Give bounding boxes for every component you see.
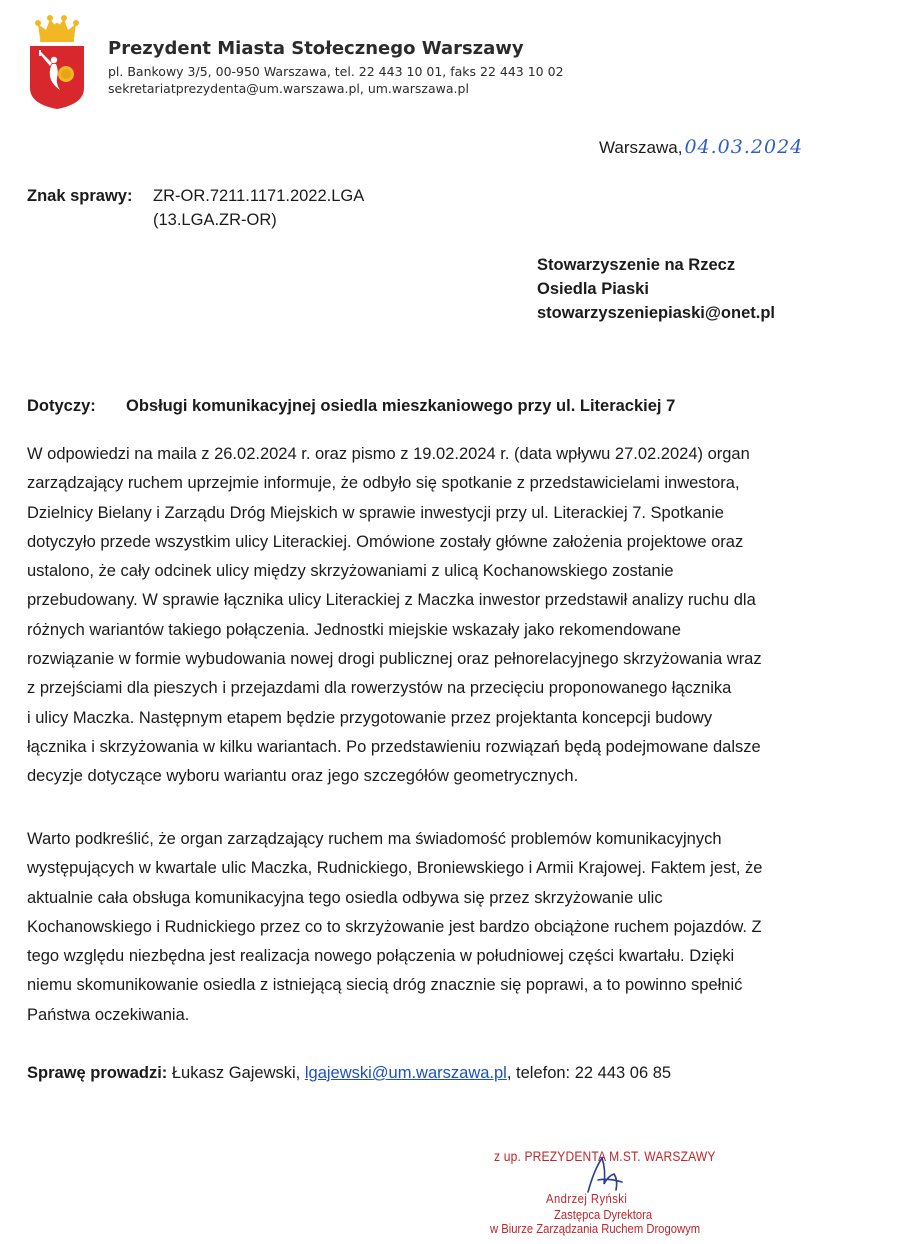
paragraph-line: występujących w kwartale ulic Maczka, Rudnickiego, Broniewskiego i Armii Krajowej. Faktem jest, że bbox=[27, 859, 763, 878]
recipient-email: stowarzyszeniepiaski@onet.pl bbox=[537, 304, 775, 322]
case-handler-phone: , telefon: 22 443 06 85 bbox=[506, 1064, 672, 1082]
paragraph-line: łącznika i skrzyżowania w kilku wariantach. Po przedstawieniu rozwiązań będą podejmowane dalsze bbox=[27, 737, 761, 756]
org-name: Prezydent Miasta Stołecznego Warszawy bbox=[108, 38, 524, 59]
body-paragraph-1 bbox=[27, 440, 857, 792]
stamp-department: w Biurze Zarządzania Ruchem Drogowym bbox=[490, 1222, 701, 1236]
reference-label: Znak sprawy: bbox=[27, 187, 133, 205]
paragraph-line: przebudowany. W sprawie łącznika ulicy Literackiej z Maczka inwestor przedstawił analizy ruchu dla bbox=[27, 591, 756, 610]
letter-date bbox=[599, 136, 803, 158]
body-paragraph-2 bbox=[27, 825, 857, 1030]
stamp-authorization: z up. PREZYDENTA M.ST. WARSZAWY bbox=[494, 1148, 716, 1164]
paragraph-line: Dzielnicy Bielany i Zarządu Dróg Miejskich w sprawie inwestycji przy ul. Literackiej 7. Spotkanie bbox=[27, 503, 724, 522]
paragraph-line: różnych wariantów takiego połączenia. Jednostki miejskie wskazały jako rekomendowane bbox=[27, 620, 681, 639]
paragraph-line: decyzje dotyczące wyboru wariantu oraz jego szczegółów geometrycznych. bbox=[27, 767, 579, 786]
paragraph-line: i ulicy Maczka. Następnym etapem będzie przygotowanie przez projektanta koncepcji budowy bbox=[27, 708, 713, 727]
paragraph-line: dotyczyło przede wszystkim ulicy Literackiej. Omówione zostały główne założenia projektowe oraz bbox=[27, 532, 744, 551]
paragraph-line: rozwiązanie w formie wybudowania nowej drogi publicznej oraz pełnorelacyjnego skrzyżowania wraz bbox=[27, 650, 762, 669]
org-contact: sekretariatprezydenta@um.warszawa.pl, um.warszawa.pl bbox=[108, 81, 469, 96]
paragraph-line: Państwa oczekiwania. bbox=[27, 1005, 190, 1024]
recipient-line: Osiedla Piaski bbox=[537, 280, 649, 298]
reference-code: (13.LGA.ZR-OR) bbox=[153, 211, 277, 229]
case-handler-label: Sprawę prowadzi: bbox=[27, 1064, 168, 1082]
case-handler-name: Łukasz Gajewski, bbox=[171, 1064, 301, 1082]
paragraph-line: z przejściami dla pieszych i przejazdami dla rowerzystów na przecięciu proponowanego łącznika bbox=[27, 679, 732, 698]
paragraph-line: niemu skomunikowanie osiedla z istniejącą siecią dróg znacznie się poprawi, a to powinno spełnić bbox=[27, 976, 743, 995]
paragraph-line: tego względu niezbędna jest realizacja nowego połączenia w południowej części kwartału. Dzięki bbox=[27, 947, 735, 966]
stamp-role: Zastępca Dyrektora bbox=[554, 1208, 653, 1222]
subject-text: Obsługi komunikacyjnej osiedla mieszkaniowego przy ul. Literackiej 7 bbox=[126, 397, 676, 415]
paragraph-line: ustalono, że cały odcinek ulicy między skrzyżowaniami z ulicą Kochanowskiego zostanie bbox=[27, 562, 674, 581]
date-handwritten: 04.03.2024 bbox=[684, 136, 804, 158]
org-address: pl. Bankowy 3/5, 00-950 Warszawa, tel. 22 443 10 01, faks 22 443 10 02 bbox=[108, 64, 564, 79]
subject-label: Dotyczy: bbox=[27, 397, 96, 415]
reference-number: ZR-OR.7211.1171.2022.LGA bbox=[153, 187, 365, 205]
recipient-line: Stowarzyszenie na Rzecz bbox=[537, 256, 736, 274]
paragraph-line: zarządzający ruchem uprzejmie informuje, że odbyło się spotkanie z przedstawicielami inwestora, bbox=[27, 474, 740, 493]
date-place: Warszawa, bbox=[599, 138, 683, 157]
case-handler bbox=[27, 1064, 671, 1083]
stamp-name: Andrzej Ryński bbox=[546, 1192, 628, 1206]
paragraph-line: W odpowiedzi na maila z 26.02.2024 r. oraz pismo z 19.02.2024 r. (data wpływu 27.02.2024) organ bbox=[27, 445, 750, 463]
warsaw-coat-of-arms-icon bbox=[26, 10, 88, 110]
case-handler-email-link[interactable]: lgajewski@um.warszawa.pl bbox=[304, 1064, 507, 1082]
paragraph-line: Kochanowskiego i Rudnickiego przez co to skrzyżowanie jest bardzo obciążone ruchem pojazdów. Z bbox=[27, 917, 762, 936]
paragraph-line: aktualnie cała obsługa komunikacyjna tego osiedla odbywa się przez skrzyżowanie ulic bbox=[27, 888, 663, 907]
paragraph-line: Warto podkreślić, że organ zarządzający ruchem ma świadomość problemów komunikacyjnych bbox=[27, 830, 722, 848]
